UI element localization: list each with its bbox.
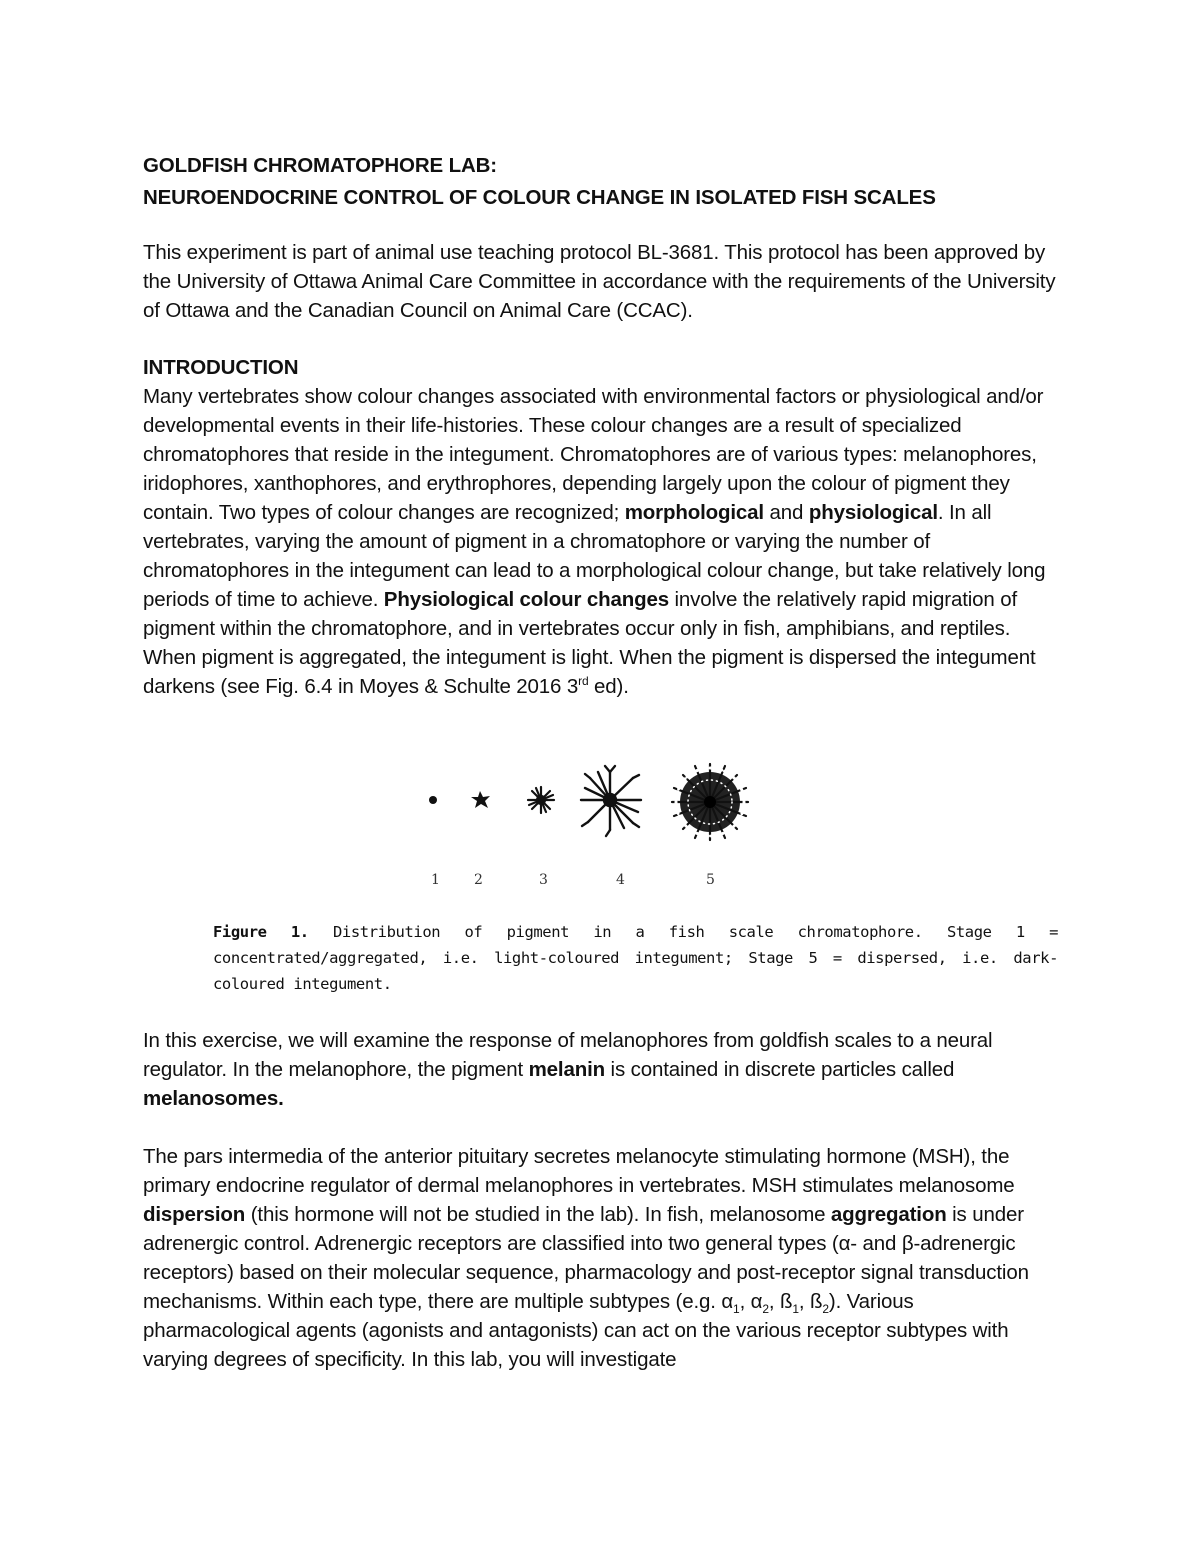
- figure-caption: [213, 919, 1058, 997]
- term-physiological-colour-changes: Physiological colour changes: [383, 588, 669, 611]
- introduction-paragraph: [143, 382, 1063, 701]
- stage-1-chromatophore: [429, 796, 437, 804]
- superscript-rd: rd: [578, 674, 589, 689]
- adrenergic-paragraph: [143, 1142, 1063, 1374]
- para2-text-2: is contained in discrete particles called: [605, 1058, 955, 1081]
- para3-text-4: , α: [739, 1290, 763, 1313]
- term-melanosomes: melanosomes: [143, 1087, 279, 1110]
- term-dispersion: dispersion: [143, 1203, 246, 1226]
- chromatophore-stages-illustration: [395, 760, 765, 900]
- stage-label-5: 5: [706, 872, 715, 888]
- document-title: [143, 150, 1063, 214]
- term-physiological: physiological: [808, 501, 938, 524]
- subscript-beta-2: 2: [822, 1302, 829, 1317]
- introduction-section: [143, 353, 1063, 701]
- stage-2-chromatophore: [471, 791, 490, 808]
- protocol-paragraph: This experiment is part of animal use teaching protocol BL-3681. This protocol has been approved by the University of Ottawa Animal Care Committee in accordance with the requirements of the University of Ottawa and the Canadian Council on Animal Care (CCAC).: [143, 241, 1056, 322]
- para3-text-1: The pars intermedia of the anterior pituitary secretes melanocyte stimulating hormone (MSH), the primary endocrine regulator of dermal melanophores in vertebrates. MSH stimulates melanosome: [143, 1145, 1015, 1197]
- para3-text-7: ). Various pharmacological agents (agonists and antagonists) can act on the various receptor subtypes with varying degrees of specificity. In this lab, you will investigate: [143, 1290, 1009, 1371]
- para3-text-6: , ß: [798, 1290, 823, 1313]
- intro-text-3-end: ed).: [588, 675, 629, 698]
- stage-label-1: 1: [431, 872, 440, 888]
- term-aggregation: aggregation: [830, 1203, 947, 1226]
- stage-3-chromatophore: [528, 787, 554, 813]
- title-line-2: NEUROENDOCRINE CONTROL OF COLOUR CHANGE IN ISOLATED FISH SCALES: [143, 186, 936, 209]
- stage-label-2: 2: [474, 872, 483, 888]
- figure-caption-text: Distribution of pigment in a fish scale chromatophore. Stage 1 = concentrated/aggregated, i.e. light-coloured integument; Stage 5 = dispersed, i.e. dark-coloured integument.: [213, 923, 1058, 993]
- melanophore-paragraph: [143, 1026, 1063, 1113]
- term-morphological: morphological: [624, 501, 764, 524]
- para2-text-1: In this exercise, we will examine the response of melanophores from goldfish scales to a neural regulator. In the melanophore, the pigment: [143, 1029, 993, 1081]
- para3-text-5: , ß: [768, 1290, 793, 1313]
- para3-text-3: is under adrenergic control. Adrenergic receptors are classified into two general types (α- and β-adrenergic receptors) based on their molecular sequence, pharmacology and post-receptor signal transduction mechanisms. Within each type, there are multiple subtypes (e.g. α: [143, 1203, 1029, 1313]
- stage-label-4: 4: [616, 872, 625, 888]
- subscript-beta-1: 1: [792, 1302, 799, 1317]
- subscript-alpha-2: 2: [762, 1302, 769, 1317]
- para3-text-2: (this hormone will not be studied in the lab). In fish, melanosome: [245, 1203, 831, 1226]
- stage-4-chromatophore: [581, 766, 641, 836]
- introduction-heading: INTRODUCTION: [143, 356, 299, 379]
- intro-text-3: involve the relatively rapid migration of pigment within the chromatophore, and in vertebrates occur only in fish, amphibians, and reptiles. When pigment is aggregated, the integument is light. When the pigment is dispersed the integument darkens (see Fig. 6.4 in Moyes & Schulte 2016 3: [143, 588, 1036, 698]
- stage-label-3: 3: [539, 872, 548, 888]
- stage-5-chromatophore: [672, 764, 748, 840]
- title-line-1: GOLDFISH CHROMATOPHORE LAB:: [143, 154, 497, 177]
- intro-text-2: . In all vertebrates, varying the amount of pigment in a chromatophore or varying the number of chromatophores in the integument can lead to a morphological colour change, but take relatively long periods of time to achieve.: [143, 501, 1046, 611]
- figure-caption-label: Figure 1.: [213, 923, 309, 941]
- para2-text-3: .: [278, 1087, 284, 1110]
- subscript-alpha-1: 1: [733, 1302, 740, 1317]
- chromatophore-figure: [395, 760, 765, 900]
- intro-text-1: Many vertebrates show colour changes associated with environmental factors or physiological and/or developmental events in their life-histories. These colour changes are a result of specialized chromatophores that reside in the integument. Chromatophores are of various types: melanophores, iridophores, xanthophores, and erythrophores, depending largely upon the colour of pigment they contain. Two types of colour changes are recognized;: [143, 385, 1044, 524]
- intro-and: and: [769, 501, 804, 524]
- term-melanin: melanin: [528, 1058, 606, 1081]
